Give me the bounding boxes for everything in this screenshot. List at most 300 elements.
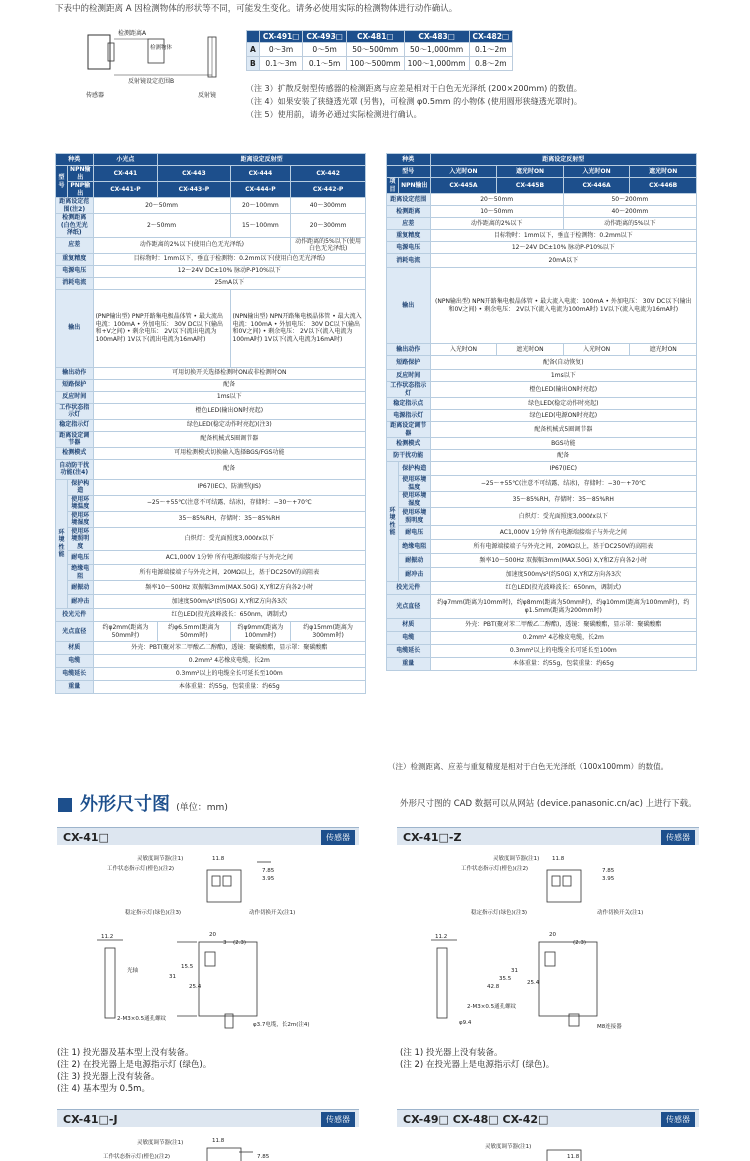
range-header: CX-483□ bbox=[404, 31, 469, 43]
row-label: 投光元件 bbox=[387, 582, 431, 595]
table-row bbox=[387, 166, 697, 178]
cell: 25mA以下 bbox=[93, 277, 365, 289]
panel-cx49 bbox=[397, 1109, 699, 1127]
table-row bbox=[56, 265, 366, 277]
table-row bbox=[387, 554, 697, 568]
table-row bbox=[387, 619, 697, 632]
svg-text:光轴: 光轴 bbox=[127, 968, 139, 974]
cell: 约φ2mm(距离为50mm时) bbox=[93, 622, 158, 642]
row-label: 使用环境照明度 bbox=[68, 527, 94, 551]
table-row bbox=[56, 253, 366, 265]
cell: 20mA以下 bbox=[430, 254, 696, 268]
sensor-diagram bbox=[78, 25, 238, 103]
table-row bbox=[56, 655, 366, 668]
cell: 配备(自动恢复) bbox=[430, 356, 696, 370]
cell: 频率10～500Hz 双振幅3mm(MAX.50G) X,Y和Z方向各2小时 bbox=[93, 581, 365, 595]
svg-text:7.85: 7.85 bbox=[262, 868, 275, 874]
row-label: 工作状态指示灯 bbox=[56, 403, 94, 419]
table-row bbox=[387, 526, 697, 540]
right-footnote: （注）检测距离、应差与重复精度是相对于白色无光泽纸（100x100mm）的数值。 bbox=[388, 762, 669, 771]
pnp-label: PNP输出 bbox=[68, 182, 94, 198]
pnp-output: (PNP输出型) PNP开路集电极晶体管 • 最大流出电流：100mA • 外加电压： 30V DC以下(输出和+V之间) • 剩余电压： 2V以下(流出电流为100mA时) 1V以下(流出电流为16mA时) bbox=[93, 289, 230, 367]
env-label: 环境性能 bbox=[387, 462, 399, 582]
panel-cx41z bbox=[397, 827, 699, 845]
row-label: 电缆 bbox=[56, 655, 94, 668]
svg-text:(2.3): (2.3) bbox=[573, 940, 587, 946]
row-label: 应差 bbox=[387, 218, 431, 230]
table-row bbox=[56, 198, 366, 214]
cell: 可用检测模式切换输入选择BGS/FGS功能 bbox=[93, 447, 365, 459]
svg-text:11.2: 11.2 bbox=[101, 934, 114, 940]
table-row bbox=[56, 495, 366, 511]
table-row bbox=[387, 206, 697, 218]
row-label: 工作状态指示灯 bbox=[387, 382, 431, 398]
row-label: 使用环境照明度 bbox=[399, 508, 431, 526]
note-3: （注 3）扩散反射型传感器的检测距离与应差是相对于白色无光泽纸 (200×200mm) 的数值。 bbox=[246, 84, 582, 93]
npn-label: NPN输出 bbox=[68, 166, 94, 182]
cell: 橙色LED(输出ON时亮起) bbox=[430, 382, 696, 398]
table-row bbox=[387, 595, 697, 619]
npn-model: CX-444 bbox=[230, 166, 291, 182]
row-label: 重复精度 bbox=[56, 253, 94, 265]
cell: 目标物时：1mm以下，垂直于检测物：0.2mm以下(使用白色无光泽纸) bbox=[93, 253, 365, 265]
svg-text:灵敏度调节器(注1): 灵敏度调节器(注1) bbox=[137, 856, 184, 862]
svg-text:3.95: 3.95 bbox=[262, 876, 275, 882]
panel-title: CX-41□-Z bbox=[403, 831, 462, 844]
panel-title: CX-41□ bbox=[63, 831, 109, 844]
cell: IP67(IEC)、防滴型(JIS) bbox=[93, 479, 365, 495]
svg-text:11.8: 11.8 bbox=[212, 856, 225, 862]
cell: 0.3mm²以上的电缆全长可延长至100m bbox=[93, 668, 365, 681]
notes bbox=[246, 82, 582, 121]
row-label: 电缆延长 bbox=[56, 668, 94, 681]
row-label: 保护构造 bbox=[399, 462, 431, 476]
svg-text:7.85: 7.85 bbox=[602, 868, 615, 874]
range-cell: 50～1,000mm bbox=[404, 43, 469, 57]
drawing-cx41j bbox=[57, 1130, 359, 1161]
row-label: 重复精度 bbox=[387, 230, 431, 242]
table-row bbox=[56, 595, 366, 609]
range-header: CX-481□ bbox=[346, 31, 404, 43]
cell: 12～24V DC±10% 脉动P-P10%以下 bbox=[430, 242, 696, 254]
npn-model: CX-441 bbox=[93, 166, 158, 182]
cell: 1ms以下 bbox=[430, 370, 696, 382]
range-header bbox=[247, 31, 260, 43]
svg-text:31: 31 bbox=[511, 968, 518, 974]
range-cell: 0.1～5m bbox=[303, 57, 347, 71]
svg-text:20: 20 bbox=[549, 932, 556, 938]
drawing-cx49 bbox=[397, 1130, 699, 1161]
row-label: 输出 bbox=[387, 268, 431, 344]
table-row bbox=[387, 462, 697, 476]
row-label: 距离设定范围 bbox=[387, 194, 431, 206]
action-cell: 入光时ON bbox=[430, 344, 497, 356]
cell: 红色LED(投光波峰波长：650nm，调制式) bbox=[430, 582, 696, 595]
range-cell: A bbox=[247, 43, 260, 57]
type-label: 种类 bbox=[56, 154, 94, 166]
cell: 35～85%RH，存储时：35～85%RH bbox=[430, 492, 696, 508]
label-object: 检测物体 bbox=[150, 45, 173, 51]
action-cell: 入光时ON bbox=[563, 344, 630, 356]
table-row bbox=[247, 31, 513, 43]
sensor-badge: 传感器 bbox=[321, 830, 355, 845]
action-cell: 遮光时ON bbox=[497, 344, 564, 356]
cell: 配备 bbox=[430, 450, 696, 462]
row-label: 反应时间 bbox=[56, 391, 94, 403]
row-label: 使用环境湿度 bbox=[68, 511, 94, 527]
cell: IP67(IEC) bbox=[430, 462, 696, 476]
drawing-cx41z bbox=[397, 848, 699, 1043]
row-label: 耐振动 bbox=[399, 554, 431, 568]
dims-title: 外形尺寸图 (单位：mm) bbox=[58, 790, 228, 816]
npn-label: NPN输出 bbox=[399, 178, 431, 194]
table-row bbox=[387, 540, 697, 554]
table-row bbox=[56, 403, 366, 419]
cell: 动作距离的5%以下(使用白色无光泽纸) bbox=[291, 237, 366, 253]
sub-label: 遮光时ON bbox=[497, 166, 564, 178]
sensor-badge: 传感器 bbox=[321, 1112, 355, 1127]
range-header: CX-493□ bbox=[303, 31, 347, 43]
cell: 目标物时：1mm以下，垂直于检测物：0.2mm以下 bbox=[430, 230, 696, 242]
panel2-notes: (注 1) 投光器上没有装备。 (注 2) 在投光器上是电源指示灯 (绿色)。 bbox=[400, 1048, 555, 1070]
cell: 0.2mm² 4芯橡皮电缆，长2m bbox=[93, 655, 365, 668]
svg-text:11.8: 11.8 bbox=[212, 1138, 225, 1144]
row-label: 耐冲击 bbox=[68, 595, 94, 609]
cell: 动作距离的2%以下(使用白色无光泽纸) bbox=[93, 237, 291, 253]
svg-text:(2.3): (2.3) bbox=[233, 940, 247, 946]
range-table bbox=[246, 30, 513, 71]
cell: 橙色LED(输出ON时亮起) bbox=[93, 403, 365, 419]
panel-title: CX-41□-J bbox=[63, 1113, 118, 1126]
svg-text:25.4: 25.4 bbox=[189, 984, 202, 990]
npn-model: CX-445A bbox=[430, 178, 497, 194]
table-row bbox=[387, 410, 697, 422]
row-label: 耐电压 bbox=[68, 551, 94, 565]
table-row bbox=[387, 658, 697, 671]
row-label: 自动防干扰功能(注4) bbox=[56, 459, 94, 479]
cell: 配备 bbox=[93, 459, 365, 479]
row-label: 输出动作 bbox=[387, 344, 431, 356]
svg-text:工作状态指示灯(橙色)(注2): 工作状态指示灯(橙色)(注2) bbox=[461, 866, 529, 872]
cell: 红色LED(投光波峰波长：650nm，调制式) bbox=[93, 609, 365, 622]
row-label: 消耗电流 bbox=[387, 254, 431, 268]
cell: 40～300mm bbox=[291, 198, 366, 214]
cell: 1ms以下 bbox=[93, 391, 365, 403]
table-row bbox=[387, 508, 697, 526]
svg-text:11.8: 11.8 bbox=[567, 1154, 580, 1160]
left-spec-table bbox=[55, 153, 366, 694]
table-row bbox=[56, 681, 366, 694]
cell: 2～50mm bbox=[93, 214, 230, 238]
cell: 加速度500m/s²(约50G) X,Y和Z方向各3次 bbox=[430, 568, 696, 582]
row-label: 重量 bbox=[56, 681, 94, 694]
row-label: 距离设定范围(注2) bbox=[56, 198, 94, 214]
cell: 可用切换开关选择检测时ON或非检测时ON bbox=[93, 367, 365, 379]
cell: 配备机械式5圈调节器 bbox=[93, 431, 365, 447]
table-row bbox=[56, 419, 366, 431]
svg-text:31: 31 bbox=[169, 974, 176, 980]
row-label: 短路保护 bbox=[387, 356, 431, 370]
pnp-model: CX-442-P bbox=[291, 182, 366, 198]
table-row bbox=[247, 43, 513, 57]
sub-label: 入光时ON bbox=[430, 166, 497, 178]
table-row bbox=[387, 230, 697, 242]
cell: 0.2mm² 4芯橡皮电缆，长2m bbox=[430, 632, 696, 645]
type-label: 种类 bbox=[387, 154, 431, 166]
table-row bbox=[387, 370, 697, 382]
env-label: 环境性能 bbox=[56, 479, 68, 609]
group-main: 距离设定反射型 bbox=[158, 154, 366, 166]
range-cell: B bbox=[247, 57, 260, 71]
range-header: CX-482□ bbox=[469, 31, 513, 43]
row-label: 输出 bbox=[56, 289, 94, 367]
row-label: 耐振动 bbox=[68, 581, 94, 595]
svg-text:动作切换开关(注1): 动作切换开关(注1) bbox=[597, 910, 644, 916]
cell: 绿色LED(稳定动作时亮起) bbox=[430, 398, 696, 410]
svg-text:15.5: 15.5 bbox=[181, 964, 194, 970]
table-row bbox=[247, 57, 513, 71]
note-5: （注 5）使用前，请务必通过实际检测进行确认。 bbox=[246, 110, 422, 119]
svg-text:工作状态指示灯(橙色)(注2): 工作状态指示灯(橙色)(注2) bbox=[103, 1154, 171, 1160]
svg-text:11.2: 11.2 bbox=[435, 934, 448, 940]
table-row bbox=[387, 218, 697, 230]
table-row bbox=[387, 254, 697, 268]
svg-text:工作状态指示灯(橙色)(注2): 工作状态指示灯(橙色)(注2) bbox=[107, 866, 175, 872]
svg-text:42.8: 42.8 bbox=[487, 984, 500, 990]
drawing-cx41 bbox=[57, 848, 359, 1043]
table-row bbox=[387, 438, 697, 450]
cell: 20～50mm bbox=[93, 198, 230, 214]
range-cell: 0～3m bbox=[259, 43, 303, 57]
table-row bbox=[387, 268, 697, 344]
row-label: 使用环境湿度 bbox=[399, 492, 431, 508]
cell: BGS功能 bbox=[430, 438, 696, 450]
table-row bbox=[56, 642, 366, 655]
panel1-notes: (注 1) 投光器及基本型上没有装备。 (注 2) 在投光器上是电源指示灯 (绿色)。 (注 3) 投光器上没有装备。 (注 4) 基本型为 0.5m。 bbox=[57, 1048, 212, 1094]
row-label: 电源指示灯 bbox=[387, 410, 431, 422]
row-label: 稳定指示点 bbox=[387, 398, 431, 410]
cell: 频率10～500Hz 双振幅3mm(MAX.50G) X,Y和Z方向各2小时 bbox=[430, 554, 696, 568]
cell: 动作距离的2%以下 bbox=[430, 218, 563, 230]
model-label: 型号 bbox=[387, 166, 431, 178]
table-row bbox=[56, 431, 366, 447]
row-label: 应差 bbox=[56, 237, 94, 253]
row-label: 电源电压 bbox=[387, 242, 431, 254]
npn-model: CX-442 bbox=[291, 166, 366, 182]
cell: −25～+55℃(注意不可结露、结冰)，存储时：−30～+70℃ bbox=[93, 495, 365, 511]
svg-text:7.85: 7.85 bbox=[257, 1154, 270, 1160]
table-row bbox=[387, 344, 697, 356]
cell: 20～300mm bbox=[291, 214, 366, 238]
label-sensor: 传感器 bbox=[86, 92, 105, 99]
pnp-model: CX-443-P bbox=[158, 182, 230, 198]
label-reflector: 反射镜设定范围B bbox=[128, 78, 175, 85]
top-note: 下表中的检测距离 A 因检测物体的形状等不同，可能发生变化。请务必使用实际的检测物体进行动作确认。 bbox=[55, 4, 458, 14]
npn-model: CX-446A bbox=[563, 178, 630, 194]
range-cell: 0.8～2m bbox=[469, 57, 513, 71]
table-row bbox=[56, 551, 366, 565]
svg-text:灵敏度调节器(注1): 灵敏度调节器(注1) bbox=[485, 1144, 532, 1150]
npn-model: CX-445B bbox=[497, 178, 564, 194]
model-label: 型号 bbox=[56, 166, 68, 198]
cell: 50～200mm bbox=[563, 194, 696, 206]
cell: 加速度500m/s²(约50G) X,Y和Z方向各3次 bbox=[93, 595, 365, 609]
table-row bbox=[56, 581, 366, 595]
cell: 绿色LED(稳定动作时亮起)(注3) bbox=[93, 419, 365, 431]
range-cell: 50～500mm bbox=[346, 43, 404, 57]
cell: 20～50mm bbox=[430, 194, 563, 206]
table-row bbox=[387, 582, 697, 595]
panel-cx41j bbox=[57, 1109, 359, 1127]
table-row bbox=[387, 154, 697, 166]
svg-text:灵敏度调节器(注1): 灵敏度调节器(注1) bbox=[493, 856, 540, 862]
svg-text:35.5: 35.5 bbox=[499, 976, 512, 982]
svg-text:25.4: 25.4 bbox=[527, 980, 540, 986]
svg-text:稳定指示灯(绿色)(注3): 稳定指示灯(绿色)(注3) bbox=[471, 910, 528, 916]
cell: 约φ7mm(距离为10mm时)，约φ8mm(距离为50mm时)，约φ10mm(距离为100mm时)，约φ1.5mm(距离为200mm时) bbox=[430, 595, 696, 619]
row-label: 短路保护 bbox=[56, 379, 94, 391]
table-row bbox=[387, 492, 697, 508]
label-mirror: 反射镜 bbox=[198, 92, 217, 99]
row-label: 检测模式 bbox=[387, 438, 431, 450]
table-row bbox=[387, 382, 697, 398]
svg-text:M8连接器: M8连接器 bbox=[597, 1024, 622, 1030]
svg-text:动作切换开关(注1): 动作切换开关(注1) bbox=[249, 910, 296, 916]
cell: 外壳：PBT(聚对苯二甲酸乙二醇酯)，透镜：聚碳酸酯，显示罩：聚碳酸酯 bbox=[93, 642, 365, 655]
table-row bbox=[56, 447, 366, 459]
svg-text:20: 20 bbox=[209, 932, 216, 938]
item-label: 项目 bbox=[387, 178, 399, 194]
sensor-shape bbox=[88, 35, 110, 69]
row-label: 材质 bbox=[56, 642, 94, 655]
group-small: 小光点 bbox=[93, 154, 158, 166]
row-label: 使用环境温度 bbox=[399, 476, 431, 492]
table-row bbox=[56, 237, 366, 253]
table-row bbox=[387, 178, 697, 194]
cell: 0.3mm²以上的电缆全长可延长至100m bbox=[430, 645, 696, 658]
table-row bbox=[56, 367, 366, 379]
row-label: 距离设定调节器 bbox=[387, 422, 431, 438]
cell: 约φ6.5mm(距离为50mm时) bbox=[158, 622, 230, 642]
detect-object-shape bbox=[148, 39, 164, 63]
cell: 本体重量：约55g，包装重量：约65g bbox=[430, 658, 696, 671]
cell: 40～200mm bbox=[563, 206, 696, 218]
npn-model: CX-443 bbox=[158, 166, 230, 182]
cell: 外壳：PBT(聚对苯二甲酸乙二醇酯)，透镜：聚碳酸酯，显示罩：聚碳酸酯 bbox=[430, 619, 696, 632]
svg-text:3: 3 bbox=[223, 940, 227, 946]
right-spec-table bbox=[386, 153, 697, 671]
row-label: 检测模式 bbox=[56, 447, 94, 459]
table-row bbox=[56, 668, 366, 681]
cell: 15～100mm bbox=[230, 214, 291, 238]
table-row bbox=[387, 422, 697, 438]
sensor-badge: 传感器 bbox=[661, 830, 695, 845]
row-label: 投光元件 bbox=[56, 609, 94, 622]
svg-text:2-M3×0.5通孔螺纹: 2-M3×0.5通孔螺纹 bbox=[467, 1004, 517, 1010]
table-row bbox=[387, 645, 697, 658]
row-label: 绝缘电阻 bbox=[68, 565, 94, 581]
table-row bbox=[56, 527, 366, 551]
row-label: 绝缘电阻 bbox=[399, 540, 431, 554]
range-cell: 100～500mm bbox=[346, 57, 404, 71]
row-label: 耐冲击 bbox=[399, 568, 431, 582]
cell: 白炽灯：受光面照度3,000ℓx以下 bbox=[430, 508, 696, 526]
cell: 白炽灯：受光面照度3,000ℓx以下 bbox=[93, 527, 365, 551]
table-row bbox=[56, 182, 366, 198]
label-a: 检测距离A bbox=[118, 30, 147, 37]
cell: 约φ15mm(距离为300mm时) bbox=[291, 622, 366, 642]
row-label: 保护构造 bbox=[68, 479, 94, 495]
row-label: 电源电压 bbox=[56, 265, 94, 277]
row-label: 距离设定调节器 bbox=[56, 431, 94, 447]
row-label: 光点直径 bbox=[387, 595, 431, 619]
row-label: 防干扰功能 bbox=[387, 450, 431, 462]
table-row bbox=[56, 511, 366, 527]
table-row bbox=[387, 450, 697, 462]
table-row bbox=[387, 194, 697, 206]
row-label: 检测距离 bbox=[387, 206, 431, 218]
svg-text:灵敏度调节器(注1): 灵敏度调节器(注1) bbox=[137, 1140, 184, 1146]
sub-label: 入光时ON bbox=[563, 166, 630, 178]
panel-title: CX-49□ CX-48□ CX-42□ bbox=[403, 1113, 549, 1126]
table-row bbox=[56, 391, 366, 403]
action-cell: 遮光时ON bbox=[630, 344, 697, 356]
npn-model: CX-446B bbox=[630, 178, 697, 194]
table-row bbox=[387, 356, 697, 370]
row-label: 电缆延长 bbox=[387, 645, 431, 658]
cell: 本体重量：约55g，包装重量：约65g bbox=[93, 681, 365, 694]
table-row bbox=[56, 622, 366, 642]
group: 距离设定反射型 bbox=[430, 154, 696, 166]
range-cell: 0.1～3m bbox=[259, 57, 303, 71]
npn-output: (NPN输出型) NPN开路集电极晶体管 • 最大流入电流：100mA • 外加电压： 30V DC以下(输出和0V之间) • 剩余电压： 2V以下(流入电流为100mA时) 1V以下(流入电流为16mA时) bbox=[230, 289, 365, 367]
range-header: CX-491□ bbox=[259, 31, 303, 43]
table-row bbox=[56, 379, 366, 391]
row-label: 耐电压 bbox=[399, 526, 431, 540]
npn-output: (NPN输出型) NPN开路集电极晶体管 • 最大流入电流：100mA • 外加电压： 30V DC以下(输出和0V之间) • 剩余电压： 2V以下(流入电流为100mA时) 1V以下(流入电流为16mA时) bbox=[430, 268, 696, 344]
cell: −25～+55℃(注意不可结露、结冰)，存储时：−30～+70℃ bbox=[430, 476, 696, 492]
cell: 10～50mm bbox=[430, 206, 563, 218]
table-row bbox=[387, 568, 697, 582]
cell: 20～100mm bbox=[230, 198, 291, 214]
pnp-model: CX-444-P bbox=[230, 182, 291, 198]
table-row bbox=[56, 166, 366, 182]
cad-note: 外形尺寸图的 CAD 数据可以从网站 (device.panasonic.cn/ac) 上进行下载。 bbox=[400, 799, 697, 809]
row-label: 消耗电流 bbox=[56, 277, 94, 289]
table-row bbox=[387, 242, 697, 254]
cell: AC1,000V 1分钟 所有电源端接端子与外壳之间 bbox=[93, 551, 365, 565]
row-label: 材质 bbox=[387, 619, 431, 632]
svg-text:稳定指示灯(绿色)(注3): 稳定指示灯(绿色)(注3) bbox=[125, 910, 182, 916]
table-row bbox=[56, 289, 366, 367]
table-row bbox=[56, 565, 366, 581]
svg-text:11.8: 11.8 bbox=[552, 856, 565, 862]
table-row bbox=[56, 459, 366, 479]
table-row bbox=[387, 398, 697, 410]
range-cell: 0～5m bbox=[303, 43, 347, 57]
row-label: 稳定指示灯 bbox=[56, 419, 94, 431]
cell: 所有电源端接端子与外壳之间，20MΩ以上，基于DC250V的高阻表 bbox=[430, 540, 696, 554]
svg-text:φ3.7电缆，长2m(注4): φ3.7电缆，长2m(注4) bbox=[253, 1022, 310, 1028]
table-row bbox=[56, 609, 366, 622]
panel-cx41 bbox=[57, 827, 359, 845]
table-row bbox=[387, 476, 697, 492]
cell: 35～85%RH，存储时：35～85%RH bbox=[93, 511, 365, 527]
range-cell: 0.1～2m bbox=[469, 43, 513, 57]
row-label: 光点直径 bbox=[56, 622, 94, 642]
svg-text:3.95: 3.95 bbox=[602, 876, 615, 882]
svg-text:φ9.4: φ9.4 bbox=[459, 1020, 472, 1026]
